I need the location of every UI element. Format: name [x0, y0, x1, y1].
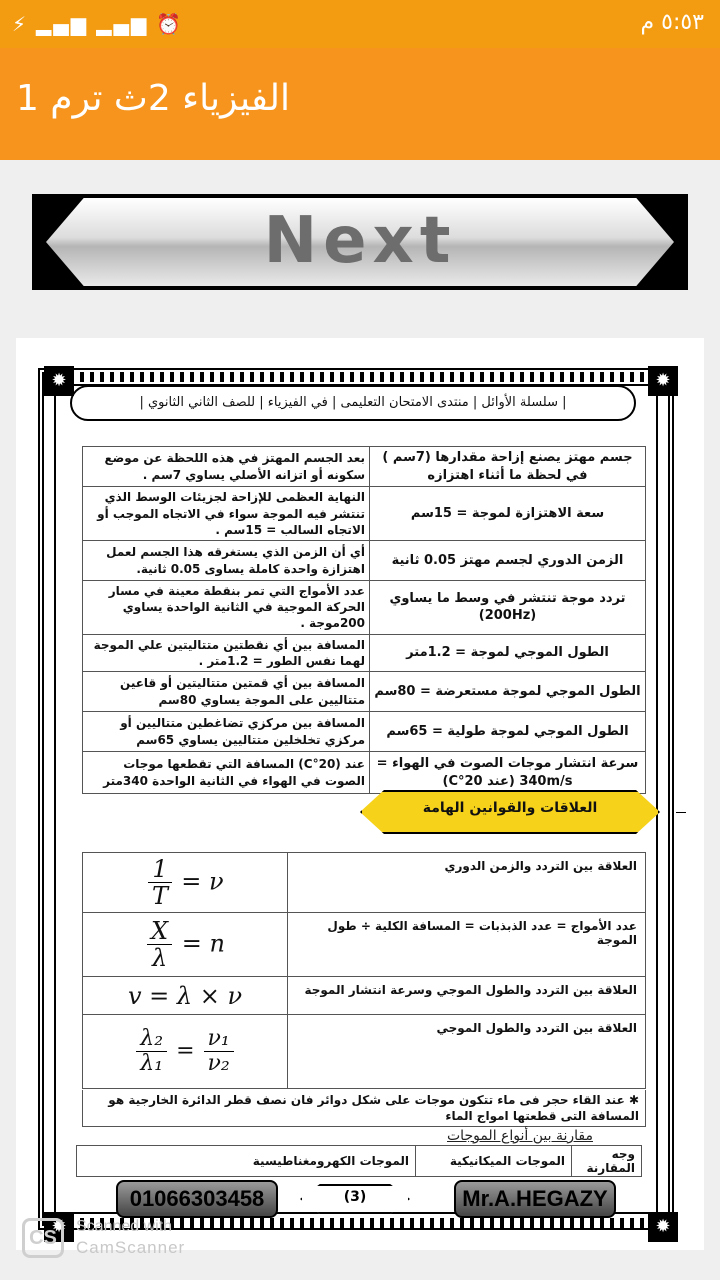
meaning-cell: المسافة بين أي قمتين متتاليتين أو قاعين متتاليين على الموجة يساوي 80سم	[83, 672, 370, 712]
author-name: Mr.A.HEGAZY	[454, 1180, 616, 1218]
meaning-cell: أي أن الزمن الذي يستغرقه هذا الجسم لعمل اهتزازة واحدة كاملة يساوى 0.05 ثانية.	[83, 541, 370, 581]
status-bar	[0, 0, 720, 48]
table-row	[83, 581, 646, 635]
comparison-table	[76, 1145, 642, 1177]
table-header: الموجات الكهرومغناطيسية	[77, 1146, 416, 1177]
page-title: الفيزياء 2ث ترم 1	[15, 78, 290, 119]
corner-ornament-icon: ✹	[44, 1212, 74, 1242]
table-row	[83, 712, 646, 752]
formula-denominator: λ	[151, 944, 168, 972]
laws-table	[82, 852, 646, 1089]
definitions-table	[82, 446, 646, 794]
table-row	[83, 977, 646, 1015]
page-number	[300, 1184, 410, 1214]
formula-numerator: λ₂	[136, 1027, 167, 1052]
note-text: ✱ عند القاء حجر فى ماء تتكون موجات على شكل دوائر فان نصف قطر الدائرة الخارجية هو المسافة التى قطعتها امواج الماء	[82, 1090, 646, 1127]
meaning-cell: المسافة بين مركزي تضاغطين متتاليين أو مركزي تخلخلين متتاليين يساوي 65سم	[83, 712, 370, 752]
camscanner-watermark	[22, 1218, 222, 1262]
table-row	[83, 853, 646, 913]
phone-number: 01066303458	[116, 1180, 278, 1218]
comparison-title: مقارنة بين أنواع الموجات	[447, 1128, 593, 1144]
table-row	[83, 447, 646, 487]
table-row	[77, 1146, 642, 1177]
ribbon-tail	[676, 812, 686, 813]
term-cell: جسم مهتز يصنع إزاحة مقدارها (7سم ) في لحظة ما أثناء اهتزازه	[370, 447, 646, 487]
meaning-cell: النهاية العظمى للإزاحة لجزيئات الوسط الذي تنتشر فيه الموجة سواء في الاتجاه الموجب أو الاتجاه السالب = 15سم .	[83, 487, 370, 541]
formula-numerator: 1	[148, 856, 171, 883]
signal-icon: ▂▄▆	[96, 12, 149, 36]
formula-numerator: X	[147, 918, 172, 945]
law-formula	[83, 913, 288, 977]
app-bar	[0, 48, 720, 160]
table-row	[83, 752, 646, 794]
signal-icon: ▂▄▆	[36, 12, 89, 36]
page-number-label: (3)	[343, 1189, 367, 1205]
formula-numerator: ν₁	[204, 1027, 234, 1052]
corner-ornament-icon: ✹	[648, 1212, 678, 1242]
watermark-line2: CamScanner	[76, 1238, 186, 1257]
flash-icon: ⚡	[12, 12, 29, 36]
equals-sign: =	[176, 1038, 195, 1064]
term-cell: سعة الاهتزازة لموجة = 15سم	[370, 487, 646, 541]
banner-label: Next	[263, 204, 457, 278]
camscanner-logo-icon: CS	[22, 1218, 64, 1258]
table-row	[83, 672, 646, 712]
formula-denominator: T	[152, 882, 169, 910]
law-description: العلاقة بين التردد والطول الموجي	[288, 1015, 646, 1089]
term-cell: الطول الموجي لموجة مستعرضة = 80سم	[370, 672, 646, 712]
formula-denominator: ν₂	[207, 1051, 230, 1076]
section-ribbon	[360, 790, 660, 834]
section-title: العلاقات والقوانين الهامة	[422, 800, 598, 816]
frame-border-pattern	[70, 372, 650, 382]
watermark-line1: Scanned with	[76, 1218, 173, 1235]
law-formula: v = λ × ν	[83, 977, 288, 1015]
formula-lhs: ν =	[181, 867, 224, 895]
corner-ornament-icon: ✹	[44, 366, 74, 396]
status-icons	[12, 12, 183, 36]
table-row	[83, 1015, 646, 1089]
table-row	[83, 913, 646, 977]
meaning-cell: عدد الأمواج التي تمر بنقطة معينة في مسار الحركة الموجية في الثانية الواحدة يساوي 200موجة .	[83, 581, 370, 635]
law-description: عدد الأمواج = عدد الذبذبات = المسافة الكلية ÷ طول الموجة	[288, 913, 646, 977]
formula-lhs: n =	[181, 929, 225, 957]
term-cell: الطول الموجي لموجة = 1.2متر	[370, 634, 646, 671]
term-cell: سرعة انتشار موجات الصوت في الهواء = 340m/s (عند 20°C)	[370, 752, 646, 794]
law-formula	[83, 1015, 288, 1089]
next-banner-button[interactable]	[32, 194, 688, 290]
formula-denominator: λ₁	[140, 1051, 164, 1076]
term-cell: الزمن الدوري لجسم مهتز 0.05 ثانية	[370, 541, 646, 581]
corner-ornament-icon: ✹	[648, 366, 678, 396]
alarm-icon: ⏰	[156, 12, 184, 36]
term-cell: الطول الموجي لموجة طولية = 65سم	[370, 712, 646, 752]
meaning-cell: المسافة بين أي نقطتين متتاليتين علي الموجة لهما نفس الطور = 1.2متر .	[83, 634, 370, 671]
document-header: | سلسلة الأوائل | منتدى الامتحان التعليمى | في الفيزياء | للصف الثاني الثانوي |	[70, 385, 636, 421]
table-row	[83, 634, 646, 671]
table-row	[83, 487, 646, 541]
table-header: وجه المقارنة	[572, 1146, 642, 1177]
status-time: ٥:٥٣ م	[640, 10, 704, 35]
law-formula	[83, 853, 288, 913]
law-description: العلاقة بين التردد والزمن الدوري	[288, 853, 646, 913]
table-header: الموجات الميكانيكية	[416, 1146, 572, 1177]
table-row	[83, 541, 646, 581]
term-cell: تردد موجة تنتشر في وسط ما يساوي (200Hz)	[370, 581, 646, 635]
meaning-cell: بعد الجسم المهتز في هذه اللحظة عن موضع سكونه أو اتزانه الأصلي يساوي 7سم .	[83, 447, 370, 487]
law-description: العلاقة بين التردد والطول الموجي وسرعة انتشار الموجة	[288, 977, 646, 1015]
meaning-cell: عند (20°C) المسافة التي تقطعها موجات الصوت في الهواء في الثانية الواحدة 340متر	[83, 752, 370, 794]
